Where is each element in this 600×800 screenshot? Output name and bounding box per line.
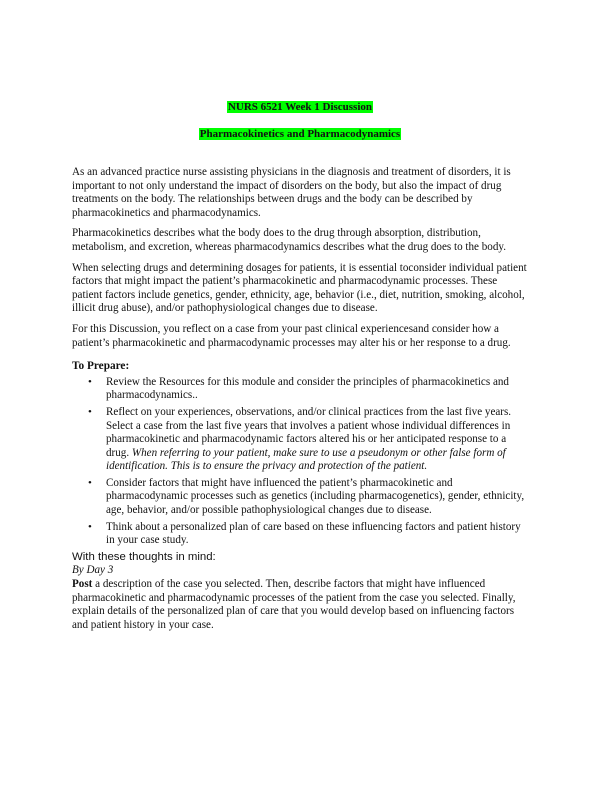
paragraph-intro: As an advanced practice nurse assisting physicians in the diagnosis and treatment of disorders, it is important to not only understand the impact of disorders on the body, but also the impact of drug treatments on the body. The relationships between drugs and the body can be described by pharmacokinetics and pharmacodynamics. [72,166,511,219]
document-body [72,166,528,639]
list-item: • Consider factors that might have influenced the patient’s pharmacokinetic and pharmacodynamic processes such as genetics (including pharmacogenetics), gender, ethnicity, age, behavior, and/or possible pathophysiological changes due to disease. [106,477,528,518]
post-label: Post [72,578,93,591]
document-subtitle: Pharmacokinetics and Pharmacodynamics [199,128,401,140]
list-item: • Think about a personalized plan of care based on these influencing factors and patient history in your case study. [106,521,528,548]
to-prepare-list [72,376,528,548]
thoughts-line: With these thoughts in mind: [72,550,216,563]
paragraph-patient-factors: When selecting drugs and determining dosages for patients, it is essential toconsider individual patient factors that might impact the patient’s pharmacokinetic and pharmacodynamic processes. These patient factors include genetics, gender, ethnicity, age, behavior (i.e., diet, nutrition, smoking, alcohol, illicit drug abuse), and/or pathophysiological changes due to disease. [72,261,527,315]
paragraph-discussion: For this Discussion, you reflect on a case from your past clinical experiencesand consider how a patient’s pharmacokinetic and pharmacodynamic processes may alter his or her response to a drug. [72,322,511,349]
paragraph-pharmacokinetics: Pharmacokinetics describes what the body does to the drug through absorption, distribution, metabolism, and excretion, whereas pharmacodynamics describes what the drug does to the body. [72,227,506,253]
title-line [0,97,600,115]
list-item: • Review the Resources for this module and consider the principles of pharmacokinetics and pharmacodynamics.. [106,376,528,403]
post-paragraph [72,578,528,632]
subtitle-line [0,124,600,142]
privacy-note: When referring to your patient, make sure to use a pseudonym or other false form of identification. This is to ensure the privacy and protection of the patient. [106,446,506,473]
post-text: a description of the case you selected. Then, describe factors that might have influenced pharmacokinetic and pharmacodynamic processes of the patient from the case you selected. Finally, explain details of the personalized plan of care that you would develop based on influencing factors and patient history in your case. [72,578,516,631]
list-item: • Reflect on your experiences, observations, and/or clinical practices from the last five years. Select a case from the last five years that involves a patient whose individual differences in pharmacokinetic and pharmacodynamic factors altered his or her anticipated response to a drug. When referring to your patient, make sure to use a pseudonym or other false form of identification. This is to ensure the privacy and protection of the patient. [106,406,528,474]
to-prepare-heading: To Prepare: [72,360,130,373]
by-day-line: By Day 3 [72,564,114,577]
document-title: NURS 6521 Week 1 Discussion [227,101,373,113]
